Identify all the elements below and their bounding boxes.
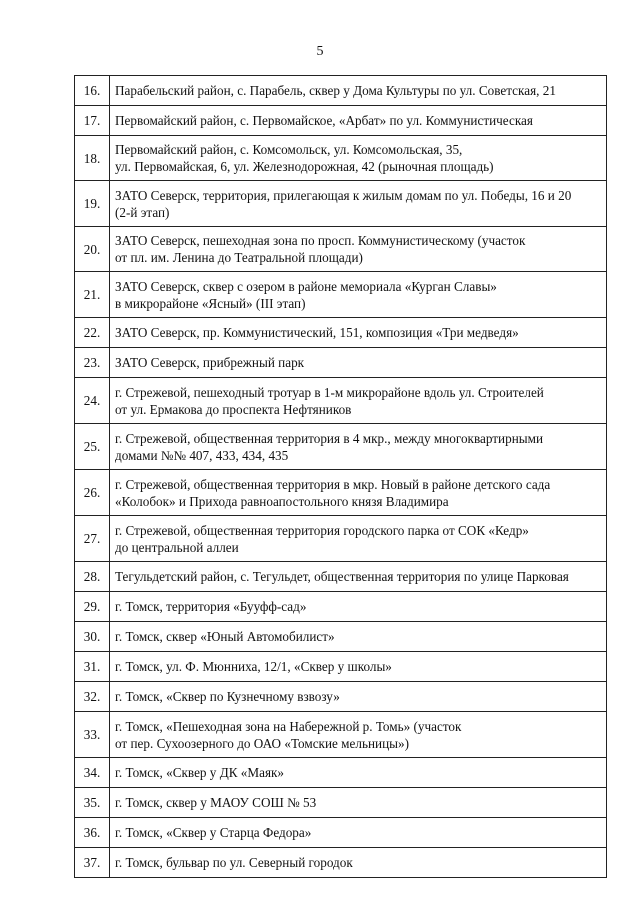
row-number: 30. — [75, 622, 110, 652]
table-row — [75, 652, 607, 682]
row-number: 35. — [75, 788, 110, 818]
row-description: Парабельский район, с. Парабель, сквер у Дома Культуры по ул. Советская, 21 — [110, 76, 607, 106]
page-number: 5 — [316, 44, 324, 59]
row-description: г. Томск, «Сквер у ДК «Маяк» — [110, 758, 607, 788]
row-description: г. Томск, сквер у МАОУ СОШ № 53 — [110, 788, 607, 818]
row-number: 33. — [75, 712, 110, 758]
row-description: г. Томск, бульвар по ул. Северный городок — [110, 848, 607, 878]
table-row — [75, 106, 607, 136]
row-number: 27. — [75, 516, 110, 562]
row-number: 31. — [75, 652, 110, 682]
row-number: 28. — [75, 562, 110, 592]
row-description: г. Стрежевой, пешеходный тротуар в 1-м микрорайоне вдоль ул. Строителей от ул. Ермакова до проспекта Нефтяников — [110, 378, 607, 424]
table-row — [75, 622, 607, 652]
row-number: 18. — [75, 136, 110, 181]
row-number: 37. — [75, 848, 110, 878]
table-row — [75, 76, 607, 106]
row-number: 25. — [75, 424, 110, 470]
row-number: 24. — [75, 378, 110, 424]
table-row — [75, 682, 607, 712]
row-number: 17. — [75, 106, 110, 136]
row-description: г. Томск, территория «Бууфф-сад» — [110, 592, 607, 622]
row-description: Первомайский район, с. Первомайское, «Арбат» по ул. Коммунистическая — [110, 106, 607, 136]
table-row — [75, 136, 607, 181]
row-description: ЗАТО Северск, сквер с озером в районе мемориала «Курган Славы» в микрорайоне «Ясный» (III этап) — [110, 272, 607, 318]
territory-table — [74, 75, 607, 878]
table-row — [75, 378, 607, 424]
row-description: г. Томск, ул. Ф. Мюнниха, 12/1, «Сквер у школы» — [110, 652, 607, 682]
row-description: г. Стрежевой, общественная территория в мкр. Новый в районе детского сада «Колобок» и Прихода равноапостольного князя Владимира — [110, 470, 607, 516]
table-row — [75, 424, 607, 470]
table-row — [75, 712, 607, 758]
table-row — [75, 848, 607, 878]
table-row — [75, 592, 607, 622]
row-description: г. Томск, сквер «Юный Автомобилист» — [110, 622, 607, 652]
row-number: 20. — [75, 227, 110, 272]
table-row — [75, 227, 607, 272]
table-row — [75, 516, 607, 562]
row-description: ЗАТО Северск, пр. Коммунистический, 151, композиция «Три медведя» — [110, 318, 607, 348]
row-description: г. Стрежевой, общественная территория в 4 мкр., между многоквартирными домами №№ 407, 433, 434, 435 — [110, 424, 607, 470]
row-number: 29. — [75, 592, 110, 622]
row-number: 16. — [75, 76, 110, 106]
table-row — [75, 818, 607, 848]
row-number: 32. — [75, 682, 110, 712]
row-number: 34. — [75, 758, 110, 788]
table-row — [75, 758, 607, 788]
table-row — [75, 181, 607, 227]
row-description: ЗАТО Северск, территория, прилегающая к жилым домам по ул. Победы, 16 и 20 (2-й этап) — [110, 181, 607, 227]
row-description: г. Томск, «Сквер у Старца Федора» — [110, 818, 607, 848]
table-row — [75, 562, 607, 592]
table-row — [75, 318, 607, 348]
row-number: 23. — [75, 348, 110, 378]
row-description: г. Томск, «Пешеходная зона на Набережной р. Томь» (участок от пер. Сухоозерного до ОАО «Томские мельницы») — [110, 712, 607, 758]
row-description: г. Томск, «Сквер по Кузнечному взвозу» — [110, 682, 607, 712]
table-row — [75, 470, 607, 516]
table-row — [75, 272, 607, 318]
table-row — [75, 788, 607, 818]
row-number: 26. — [75, 470, 110, 516]
table-row — [75, 348, 607, 378]
row-number: 21. — [75, 272, 110, 318]
row-description: г. Стрежевой, общественная территория городского парка от СОК «Кедр» до центральной аллеи — [110, 516, 607, 562]
row-description: ЗАТО Северск, прибрежный парк — [110, 348, 607, 378]
row-description: Первомайский район, с. Комсомольск, ул. Комсомольская, 35, ул. Первомайская, 6, ул. Железнодорожная, 42 (рыночная площадь) — [110, 136, 607, 181]
row-number: 19. — [75, 181, 110, 227]
row-description: Тегульдетский район, с. Тегульдет, общественная территория по улице Парковая — [110, 562, 607, 592]
row-number: 36. — [75, 818, 110, 848]
row-number: 22. — [75, 318, 110, 348]
row-description: ЗАТО Северск, пешеходная зона по просп. Коммунистическому (участок от пл. им. Ленина до Театральной площади) — [110, 227, 607, 272]
